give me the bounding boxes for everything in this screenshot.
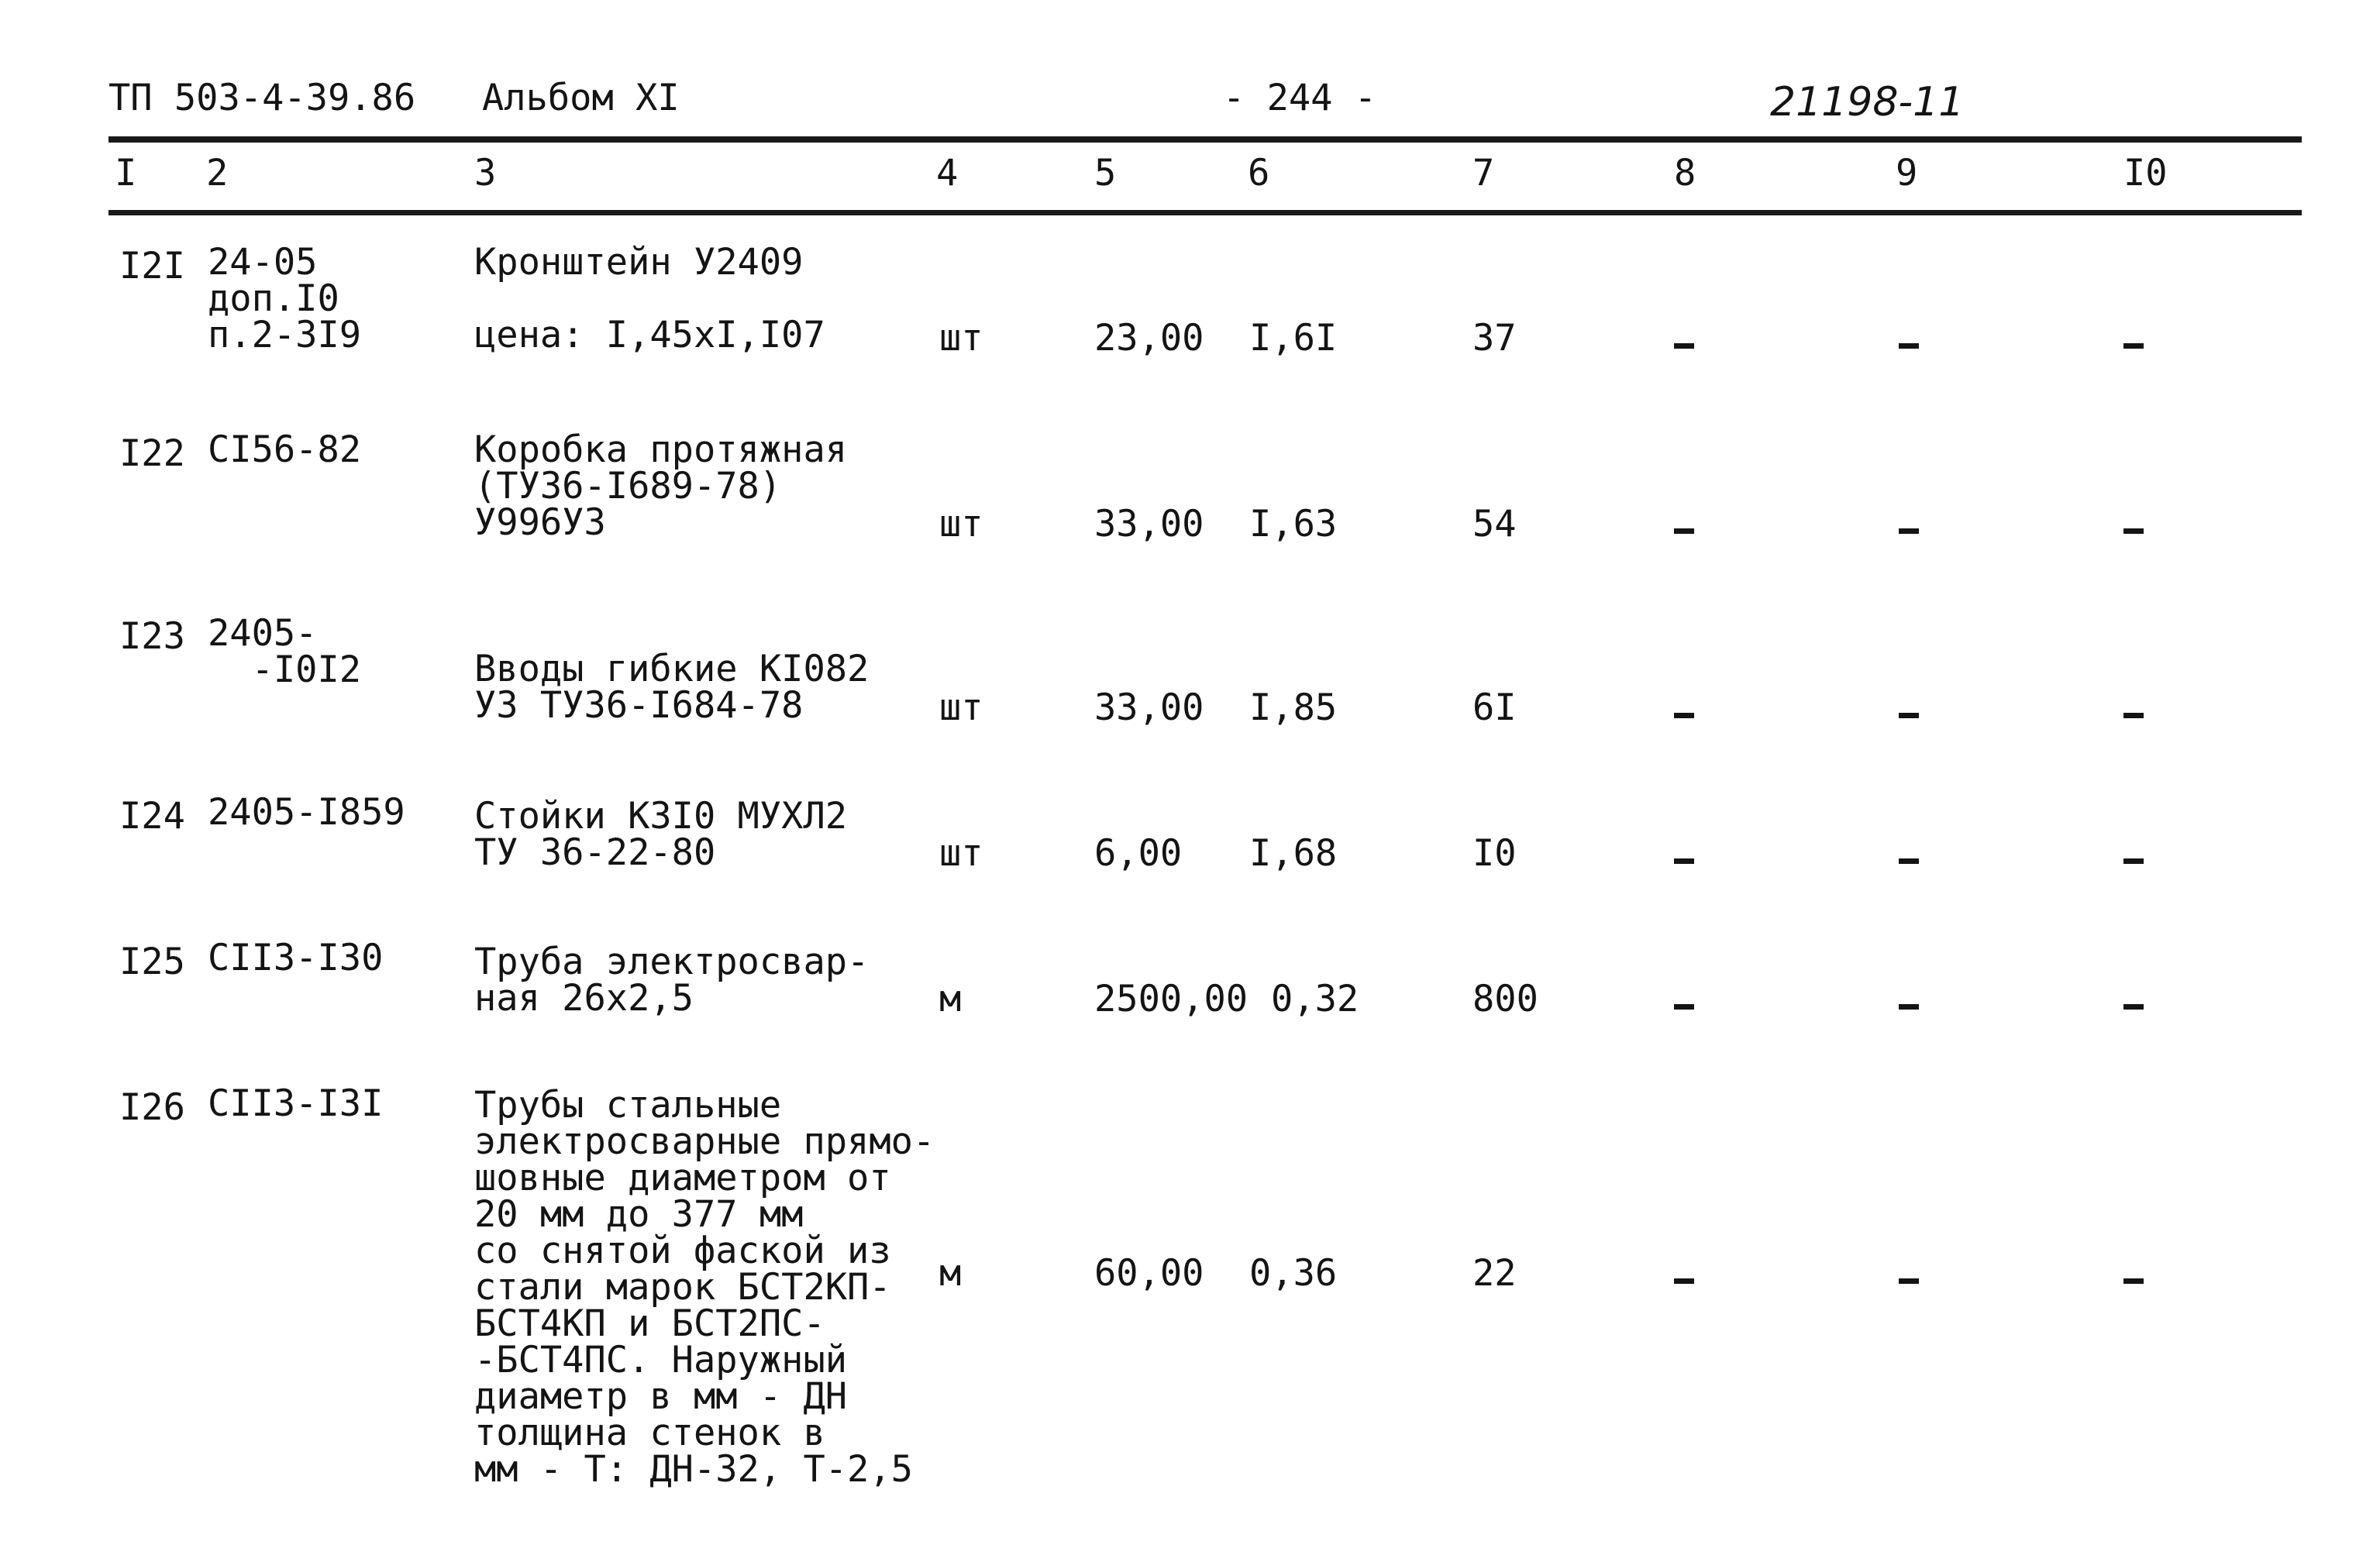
resource-code: CII3-I30 xyxy=(208,937,384,979)
column-8-dash xyxy=(1674,528,1694,534)
total-cost: 37 xyxy=(1472,317,1517,360)
item-description: Вводы гибкие KI082 У3 ТУ36-I684-78 xyxy=(474,648,870,727)
total-cost: 6I xyxy=(1472,686,1517,729)
column-10-dash xyxy=(2123,343,2144,349)
item-description: Коробка протяжная (ТУ36-I689-78) У996У3 xyxy=(474,428,848,544)
unit: м xyxy=(939,978,962,1020)
resource-code: CI56-82 xyxy=(208,428,362,471)
column-9-dash xyxy=(1899,858,1919,864)
quantity: 2500,00 xyxy=(1094,978,1249,1020)
column-9-dash xyxy=(1899,528,1919,534)
column-header-10: I0 xyxy=(2123,152,2168,194)
unit-price: 0,36 xyxy=(1249,1252,1338,1295)
quantity: 33,00 xyxy=(1094,686,1204,729)
item-description: Трубы стальные электросварные прямо- шовные диаметром от 20 мм до 377 мм со снятой фаской из стали марок БСТ2КП- БСТ4КП и БСТ2ПС- -БСТ4ПС. Наружный диаметр в мм - ДН толщина стенок в мм - Т: ДН-32, Т-2,5 xyxy=(474,1084,935,1491)
column-9-dash xyxy=(1899,1278,1919,1284)
column-10-dash xyxy=(2123,1278,2144,1284)
column-10-dash xyxy=(2123,528,2144,534)
resource-code: 2405-I859 xyxy=(208,791,405,834)
unit: шт xyxy=(939,686,983,729)
column-header-5: 5 xyxy=(1094,152,1117,194)
row-number: I25 xyxy=(119,941,185,983)
column-8-dash xyxy=(1674,1278,1694,1284)
column-header-8: 8 xyxy=(1674,152,1696,194)
row-number: I24 xyxy=(119,795,185,838)
quantity: 23,00 xyxy=(1094,317,1204,360)
item-description: Стойки K3I0 МУХЛ2 ТУ 36-22-80 xyxy=(474,795,848,874)
unit: шт xyxy=(939,832,983,875)
sheet-number: 21198-11 xyxy=(1770,79,1965,126)
row-number: I2I xyxy=(119,245,185,287)
quantity: 6,00 xyxy=(1094,832,1183,875)
total-cost: 800 xyxy=(1472,978,1538,1020)
row-number: I22 xyxy=(119,432,185,475)
column-8-dash xyxy=(1674,343,1694,349)
album-label: Альбом XI xyxy=(482,77,680,119)
column-9-dash xyxy=(1899,1004,1919,1010)
column-header-2: 2 xyxy=(206,152,229,194)
column-header-4: 4 xyxy=(936,152,959,194)
total-cost: 54 xyxy=(1472,503,1517,545)
unit-price: I,63 xyxy=(1249,503,1338,545)
column-header-1: I xyxy=(115,152,137,194)
row-number: I26 xyxy=(119,1086,185,1129)
item-description: Труба электросвар- ная 26х2,5 xyxy=(474,941,870,1020)
column-9-dash xyxy=(1899,713,1919,718)
quantity: 33,00 xyxy=(1094,503,1204,545)
column-header-9: 9 xyxy=(1896,152,1918,194)
unit: м xyxy=(939,1252,962,1295)
unit-price: I,85 xyxy=(1249,686,1338,729)
column-8-dash xyxy=(1674,858,1694,864)
column-header-6: 6 xyxy=(1248,152,1270,194)
unit-price: 0,32 xyxy=(1271,978,1359,1020)
page-number: - 244 - xyxy=(1223,77,1377,119)
header-rule-top xyxy=(108,136,2302,143)
column-header-7: 7 xyxy=(1472,152,1495,194)
resource-code: 24-05 доп.I0 п.2-3I9 xyxy=(208,241,362,356)
header-rule-bottom xyxy=(108,210,2302,215)
item-description: Кронштейн У2409 цена: I,45xI,I07 xyxy=(474,241,825,356)
resource-code: CII3-I3I xyxy=(208,1082,384,1125)
column-10-dash xyxy=(2123,1004,2144,1010)
unit: шт xyxy=(939,317,983,360)
column-8-dash xyxy=(1674,713,1694,718)
unit-price: I,6I xyxy=(1249,317,1338,360)
column-9-dash xyxy=(1899,343,1919,349)
document-code: ТП 503-4-39.86 xyxy=(108,77,416,119)
row-number: I23 xyxy=(119,615,185,658)
column-8-dash xyxy=(1674,1004,1694,1010)
total-cost: 22 xyxy=(1472,1252,1517,1295)
column-10-dash xyxy=(2123,858,2144,864)
resource-code: 2405- -I0I2 xyxy=(208,612,362,691)
column-10-dash xyxy=(2123,713,2144,718)
total-cost: I0 xyxy=(1472,832,1517,875)
quantity: 60,00 xyxy=(1094,1252,1204,1295)
unit: шт xyxy=(939,503,983,545)
unit-price: I,68 xyxy=(1249,832,1338,875)
column-header-3: 3 xyxy=(474,152,497,194)
